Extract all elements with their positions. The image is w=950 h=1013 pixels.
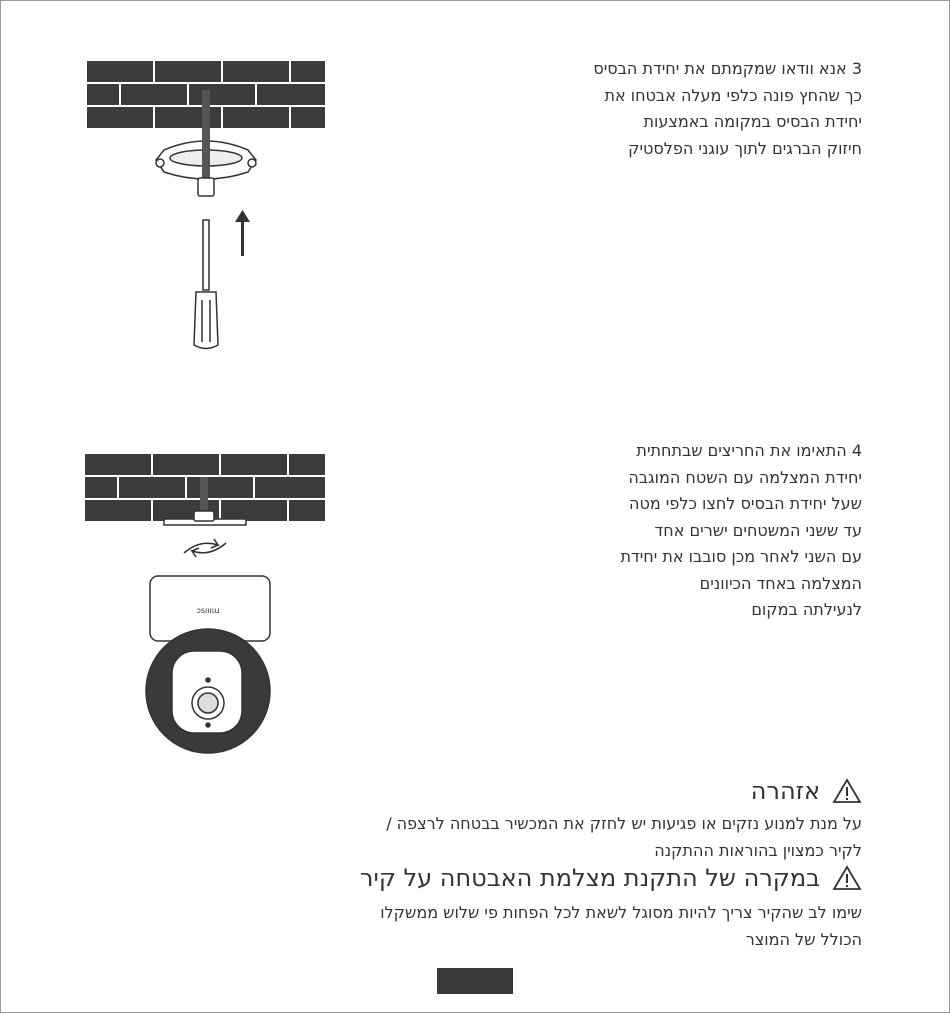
step3-line: חיזוק הברגים לתוך עוגני הפלסטיק [628,138,862,158]
step4-line: שעל יחידת הבסיס לחצו כלפי מטה [629,494,862,513]
wall-mount-title: במקרה של התקנת מצלמת האבטחה על קיר [359,864,820,892]
wall-mount-heading [360,864,862,892]
warning-icon [832,865,862,891]
arrow-up-icon [235,210,250,256]
page-number-bar [437,968,513,994]
step4-line: המצלמה באחד הכיוונים [699,573,862,593]
step3-line: כך שהחץ פונה כלפי מעלה אבטחו את [604,85,862,105]
warning-line: לקיר כמצוין בהוראות ההתקנה [654,840,862,860]
warning-text [386,811,862,864]
wall-mount-line: שימו לב שהקיר צריך להיות מסוגל לשאת לכל הפחות פי שלוש ממשקלו [380,903,862,922]
step3-text [593,56,862,162]
rotate-arrows-icon [184,539,226,557]
screwdriver [194,220,218,349]
wall-mount-line: הכולל של המוצר [745,929,862,949]
step4-line: עד ששני המשטחים ישרים אחד [654,520,862,540]
step3-illustration [86,60,326,355]
step4-illustration [84,453,326,763]
warning-icon [832,778,862,804]
warning-heading [751,777,862,805]
camera-logo: ɔsıııɯ [196,606,220,615]
wall-mount-text [380,900,862,953]
step3-line: יחידת הבסיס במקומה באמצעות [643,112,862,131]
warning-line: על מנת למנוע נזקים או פגיעות יש לחזק את המכשיר בבטחה לרצפה / [386,814,862,833]
warning-title: אזהרה [750,777,820,805]
step3-line: 3 אנא וודאו שמקמתם את יחידת הבסיס [593,59,862,78]
step4-line: עם השני לאחר מכן סובבו את יחידת [620,547,862,566]
step4-line: 4 התאימו את החריצים שבתחתית [636,441,862,460]
security-camera [146,576,270,753]
step4-line: לנעילתה במקום [751,600,862,619]
step4-text [620,438,862,624]
step4-line: יחידת המצלמה עם השטח המוגבה [628,467,862,487]
